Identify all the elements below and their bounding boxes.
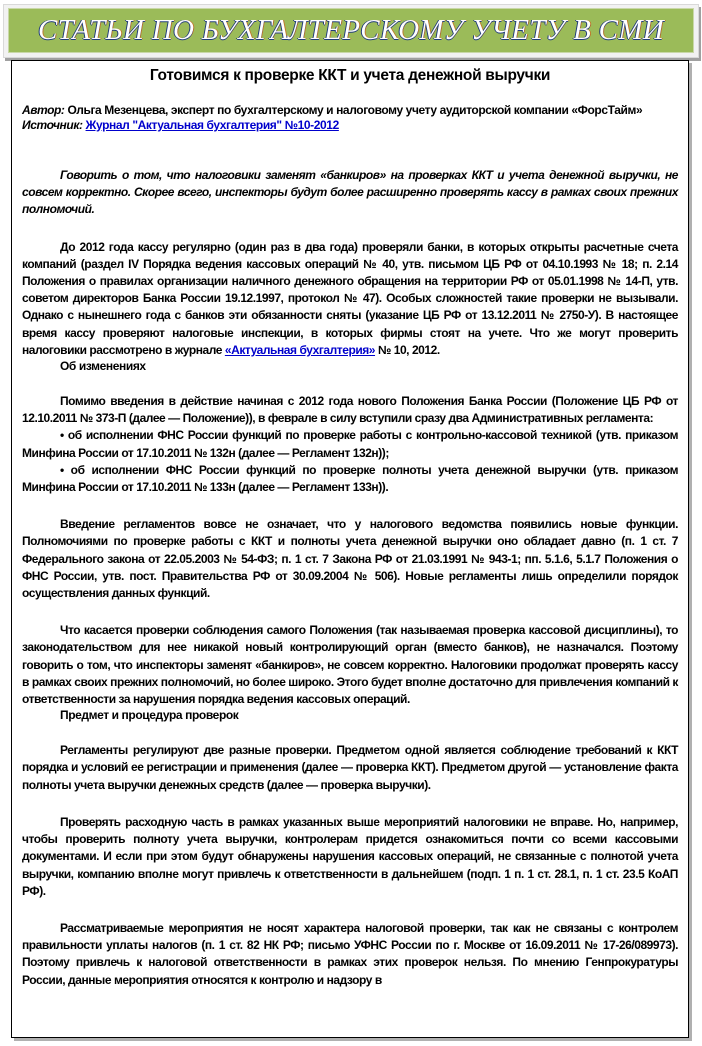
article-title: Готовимся к проверке ККТ и учета денежной выручки	[149, 67, 551, 84]
article-author	[22, 103, 678, 118]
paragraph-1-text: До 2012 года кассу регулярно (один раз в два года) проверяли банки, в которых открыты расчетные счета компаний (раздел IV Порядка ведения кассовых операций № 40, утв. письмом ЦБ РФ от 04.10.1993 № 18; п. 2.14 Положения о правилах организации наличного денежного обращения на территории РФ от 05.01.1998 № 14-П, утв. советом директоров Банка России 19.12.1997, протокол № 47). Особых сложностей такие проверки не вызывали. Однако с нынешнего года с банков эти обязанности сняты (указание ЦБ РФ от 13.12.2011 № 2750-У). В настоящее время кассу проверяют налоговые инспекции, в которых фирмы стоят на учете. Что же могут проверить налоговики рассмотрено в журнале	[22, 239, 678, 357]
paragraph-6: Проверять расходную часть в рамках указанных выше мероприятий налоговики не вправе. Но, например, чтобы проверить полноту учета выручки, контролерам придется ознакомиться почти со всеми кассовыми документами. И если при этом будут обнаружены нарушения кассовых операций, не связанные с полнотой учета выручки, компанию вполне могут привлечь к ответственности в дальнейшем (подп. 1 п. 1 ст. 28.1, п. 1 ст. 23.5 КоАП РФ).	[22, 814, 678, 898]
article-frame	[11, 60, 689, 1038]
section-heading-changes: Об изменениях	[60, 359, 146, 374]
paragraph-5: Регламенты регулируют две разные проверки. Предметом одной является соблюдение требований к ККТ порядка и условий ее регистрации и применения (далее — проверка ККТ). Предметом другой — установление факта полноты учета выручки денежных средств (далее — проверка выручки).	[22, 743, 678, 792]
list-item: • об исполнении ФНС России функций по проверке работы с контрольно-кассовой техникой (утв. приказом Минфина России от 17.10.2011 № 132н (далее — Регламент 132н));	[22, 428, 678, 460]
lead-paragraph: Говорить о том, что налоговики заменят «банкиров» на проверках ККТ и учета денежной выручки, не совсем корректно. Скорее всего, инспекторы будут более расширенно проверять кассу в рамках своих прежних полномочий.	[22, 168, 678, 217]
list-item: • об исполнении ФНС России функций по проверке полноты учета денежной выручки (утв. приказом Минфина России от 17.10.2011 № 133н (далее — Регламент 133н)).	[22, 462, 678, 495]
paragraph-7: Рассматриваемые мероприятия не носят характера налоговой проверки, так как не связаны с контролем правильности уплаты налогов (п. 1 ст. 82 НК РФ; письмо УФНС России по г. Москве от 16.09.2011 № 17-26/089973). Поэтому привлечь к налоговой ответственности в рамках этих проверок нельзя. По мнению Генпрокуратуры России, данные мероприятия относятся к контролю и надзору в	[22, 920, 678, 987]
section-heading-procedure: Предмет и процедура проверок	[60, 708, 239, 723]
journal-link[interactable]: «Актуальная бухгалтерия»	[224, 342, 376, 357]
paragraph-2: Помимо введения в действие начиная с 2012 года нового Положения Банка России (Положение ЦБ РФ от 12.10.2011 № 373-П (далее — Положение)), в феврале в силу вступили сразу два Административных регламента:	[22, 394, 678, 426]
article-source	[22, 118, 678, 133]
paragraph-3: Введение регламентов вовсе не означает, что у налогового ведомства появились новые функции. Полномочиями по проверке работы с ККТ и полноты учета денежной выручки оно обладает давно (п. 1 ст. 7 Федерального закона от 22.05.2003 № 54-ФЗ; п. 1 ст. 7 Закона РФ от 21.03.1991 № 943-1; пп. 5.1.6, 5.1.7 Положения о ФНС России, утв. пост. Правительства РФ от 30.09.2004 № 506). Новые регламенты лишь определили порядок осуществления данных функций.	[22, 517, 678, 601]
banner-title: СТАТЬИ ПО БУХГАЛТЕРСКОМУ УЧЕТУ В СМИ	[37, 14, 665, 46]
paragraph-4: Что касается проверки соблюдения самого Положения (так называемая проверка кассовой дисциплины), то законодательством для нее никакой новый контролирующий орган (вместо банков), не назначался. Поэтому говорить о том, что инспекторы заменят «банкиров», не совсем корректно. Налоговики продолжат проверять кассу в рамках своих прежних полномочий, но более широко. Этого будет вполне достаточно для привлечения компаний к ответственности за нарушения порядка ведения кассовых операций.	[22, 623, 678, 707]
paragraph-1-tail: № 10, 2012.	[375, 342, 440, 357]
banner-frame	[3, 4, 699, 58]
author-text: Ольга Мезенцева, эксперт по бухгалтерскому и налоговому учету аудиторской компании «ФорсТайм»	[64, 103, 643, 117]
source-link[interactable]: Журнал "Актуальная бухгалтерия" №10-2012	[85, 118, 339, 132]
source-label: Источник:	[22, 118, 83, 132]
paragraph-1	[22, 239, 678, 359]
banner	[8, 8, 694, 53]
author-label: Автор:	[22, 103, 65, 117]
